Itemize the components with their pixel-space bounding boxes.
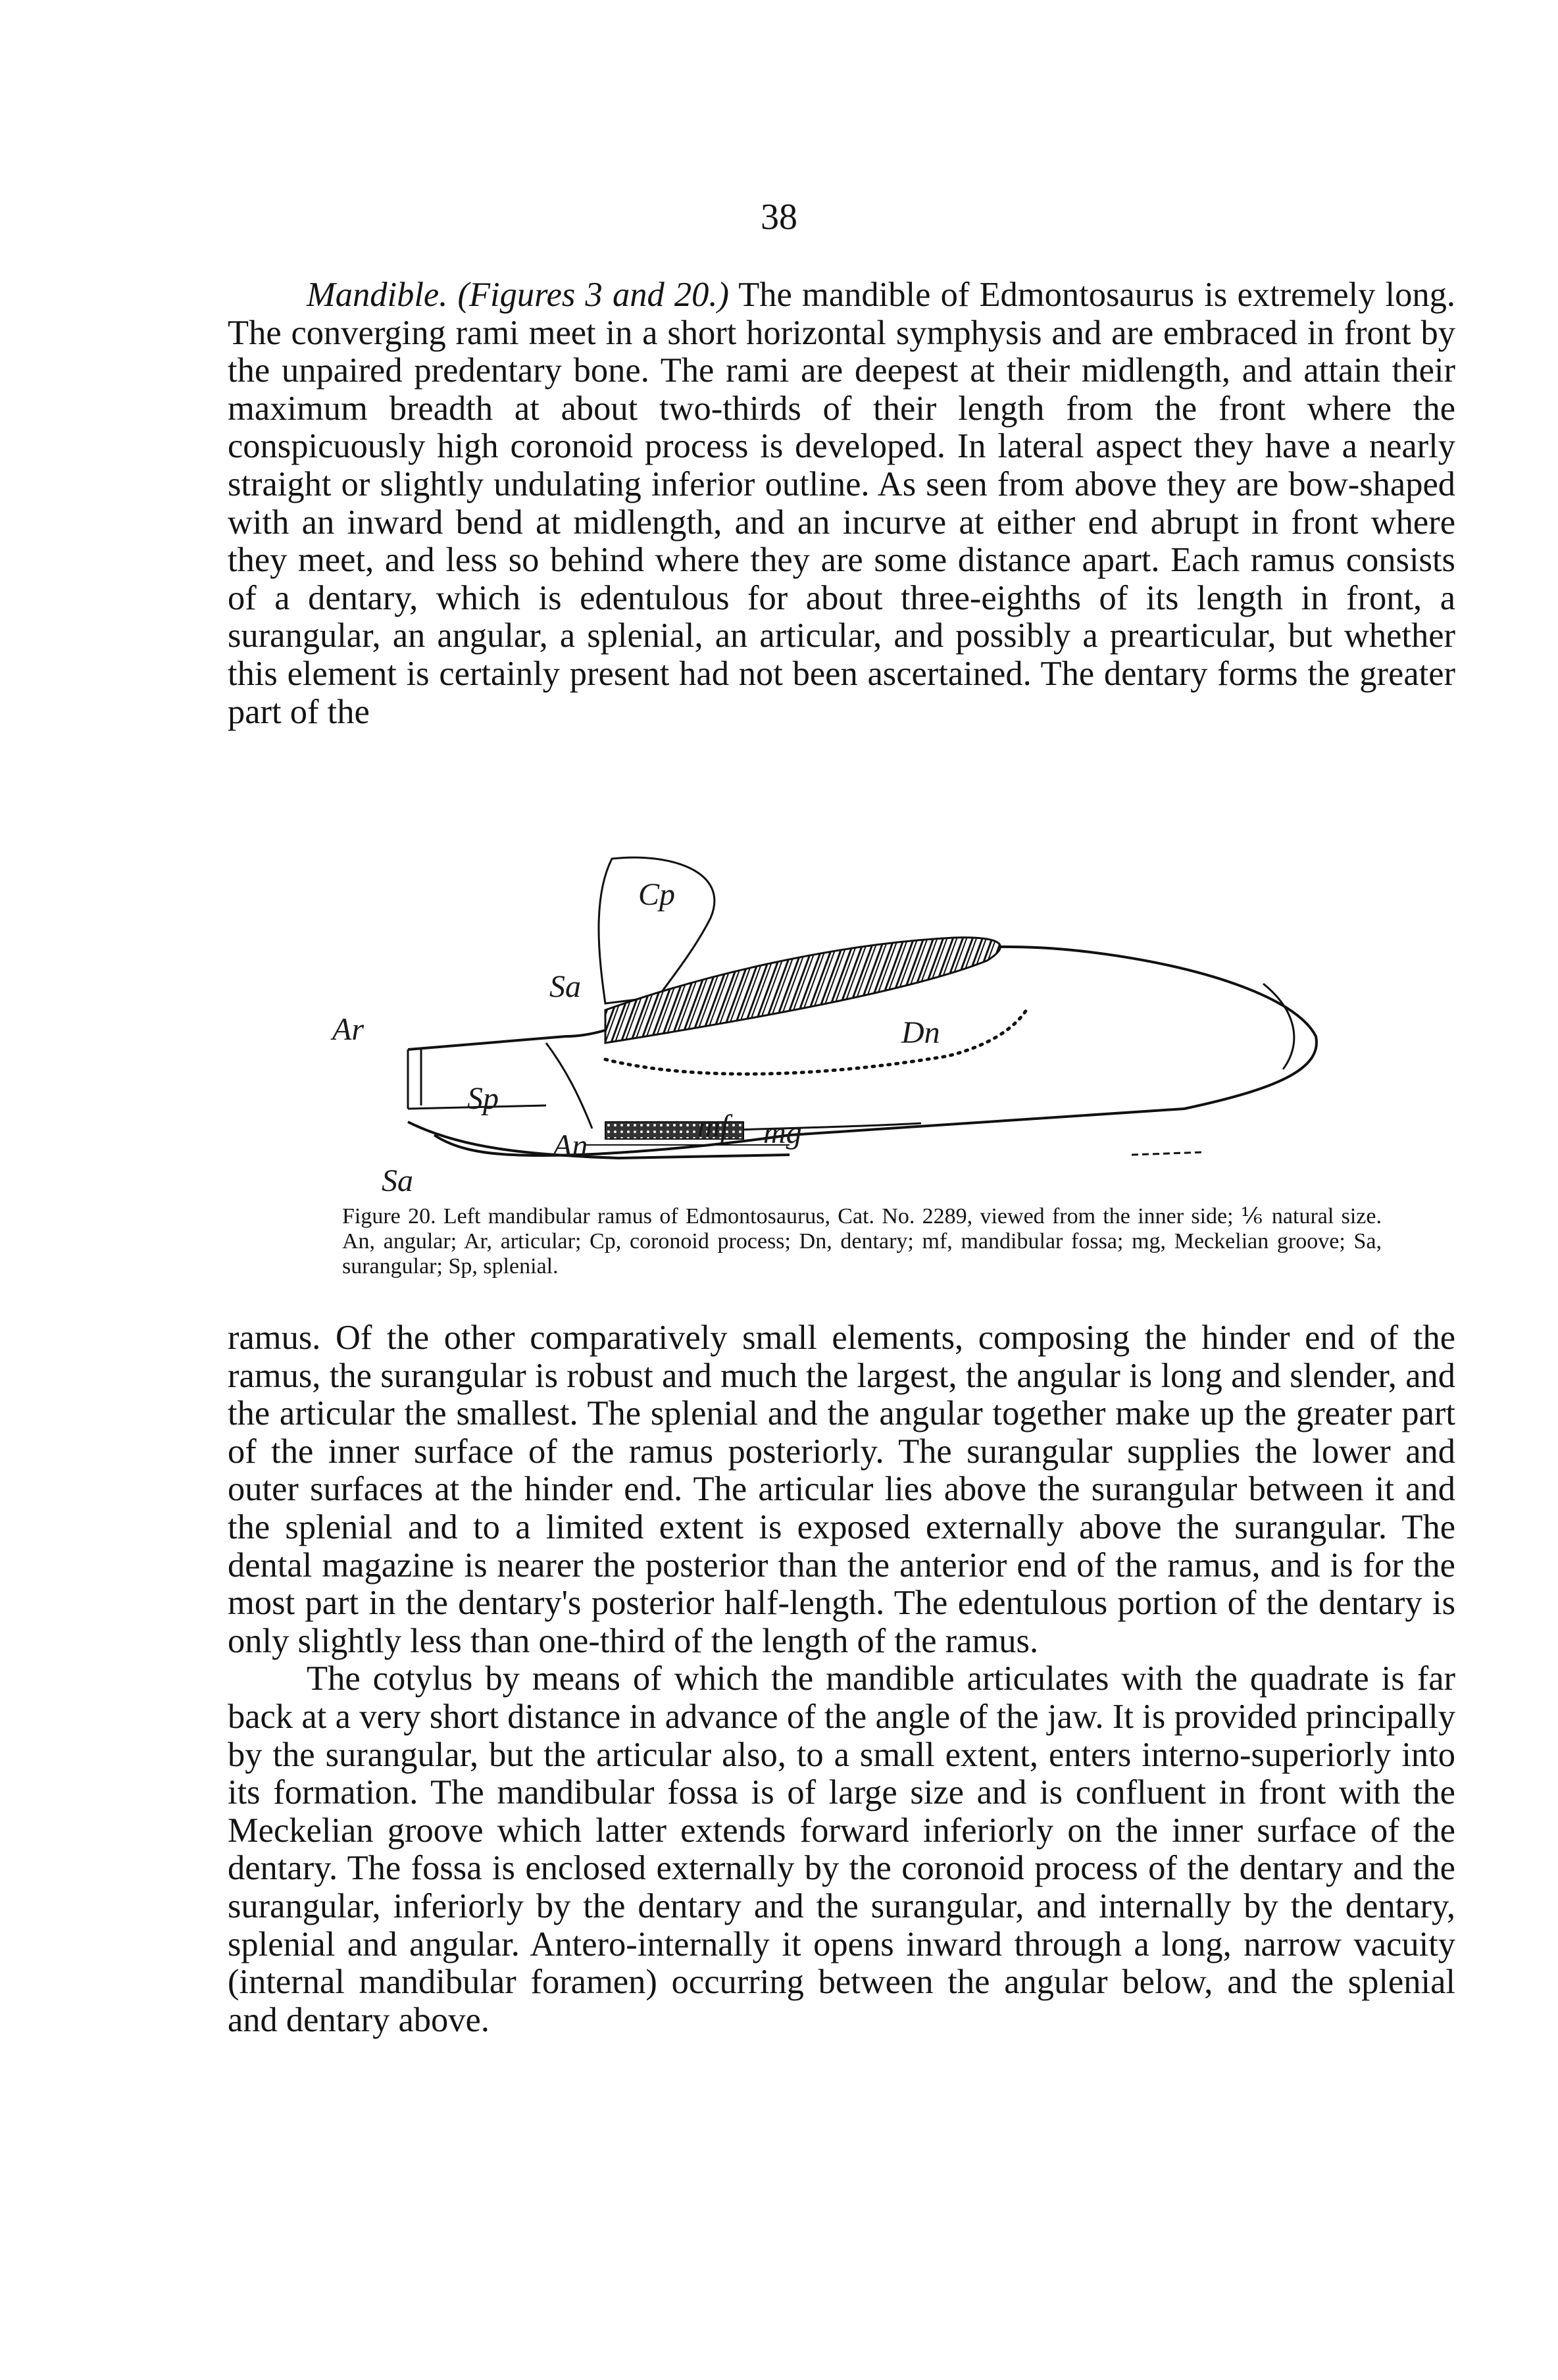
label-sa-upper: Sa (549, 969, 581, 1004)
label-mf: mf (697, 1109, 729, 1144)
text-block-bottom (228, 1319, 1455, 2039)
label-sa-lower: Sa (382, 1163, 413, 1198)
run-in-heading: Mandible. (Figures 3 and 20.) (307, 276, 729, 314)
page-number: 38 (761, 197, 797, 238)
paragraph-ramus: ramus. Of the other comparatively small elements, composing the hinder end of the ramus, the surangular is robust and much the largest, the angular is long and slender, and the articular the smallest. The splenial and the angular together make up the greater part of the inner surface of the ramus posteriorly. The surangular supplies the lower and outer surfaces at the hinder end. The articular lies above the surangular between it and the splenial and to a limited extent is exposed externally above the surangular. The dental magazine is nearer the posterior than the anterior end of the ramus, and is for the most part in the dentary's posterior half-length. The edentulous portion of the dentary is only slightly less than one-third of the length of the ramus. (228, 1319, 1455, 1660)
paragraph-cotylus: The cotylus by means of which the mandible articulates with the quadrate is far back at a very short distance in advance of the angle of the jaw. It is provided principally by the surangular, but the articular also, to a small extent, enters interno-superiorly into its formation. The mandibular fossa is of large size and is confluent in front with the Meckelian groove which latter extends forward inferiorly on the inner surface of the dentary. The fossa is enclosed externally by the coronoid process of the dentary and the surangular, inferiorly by the dentary and the surangular, and internally by the dentary, splenial and angular. Antero-internally it opens inward through a long, narrow vacuity (internal mandibular foramen) occurring between the angular below, and the splenial and dentary above. (228, 1659, 1455, 2039)
paragraph-mandible (228, 276, 1455, 731)
label-sp: Sp (467, 1081, 499, 1116)
figure-caption: Figure 20. Left mandibular ramus of Edmontosaurus, Cat. No. 2289, viewed from the inner side; ⅙ natural size. An, angular; Ar, articular; Cp, coronoid process; Dn, dentary; mf, mandibular fossa; mg, Meckelian groove; Sa, surangular; Sp, splenial. (342, 1204, 1382, 1279)
label-mg: mg (763, 1115, 802, 1150)
paragraph-mandible-text: The mandible of Edmontosaurus is extremely long. The converging rami meet in a short horizontal symphysis and are embraced in front by the unpaired predentary bone. The rami are deepest at their midlength, and attain their maximum breadth at about two-thirds of their length from the front where the conspicuously high coronoid process is developed. In lateral aspect they have a nearly straight or slightly undulating inferior outline. As seen from above they are bow-shaped with an inward bend at midlength, and an incurve at either end abrupt in front where they meet, and less so behind where they are some distance apart. Each ramus consists of a dentary, which is edentulous for about three-eighths of its length in front, a surangular, an angular, a splenial, an articular, and possibly a prearticular, but whether this element is certainly present had not been ascertained. The dentary forms the greater part of the (228, 276, 1456, 731)
label-dn: Dn (901, 1015, 940, 1050)
dental-magazine (605, 938, 1000, 1043)
label-an: An (553, 1128, 588, 1163)
scale-mark (1132, 1152, 1204, 1155)
text-block-top (228, 276, 1455, 731)
label-cp: Cp (638, 877, 676, 912)
mandible-drawing (329, 846, 1382, 1201)
figure-20 (329, 846, 1382, 1201)
label-ar: Ar (332, 1012, 364, 1047)
splenial-boundary (546, 1043, 592, 1128)
